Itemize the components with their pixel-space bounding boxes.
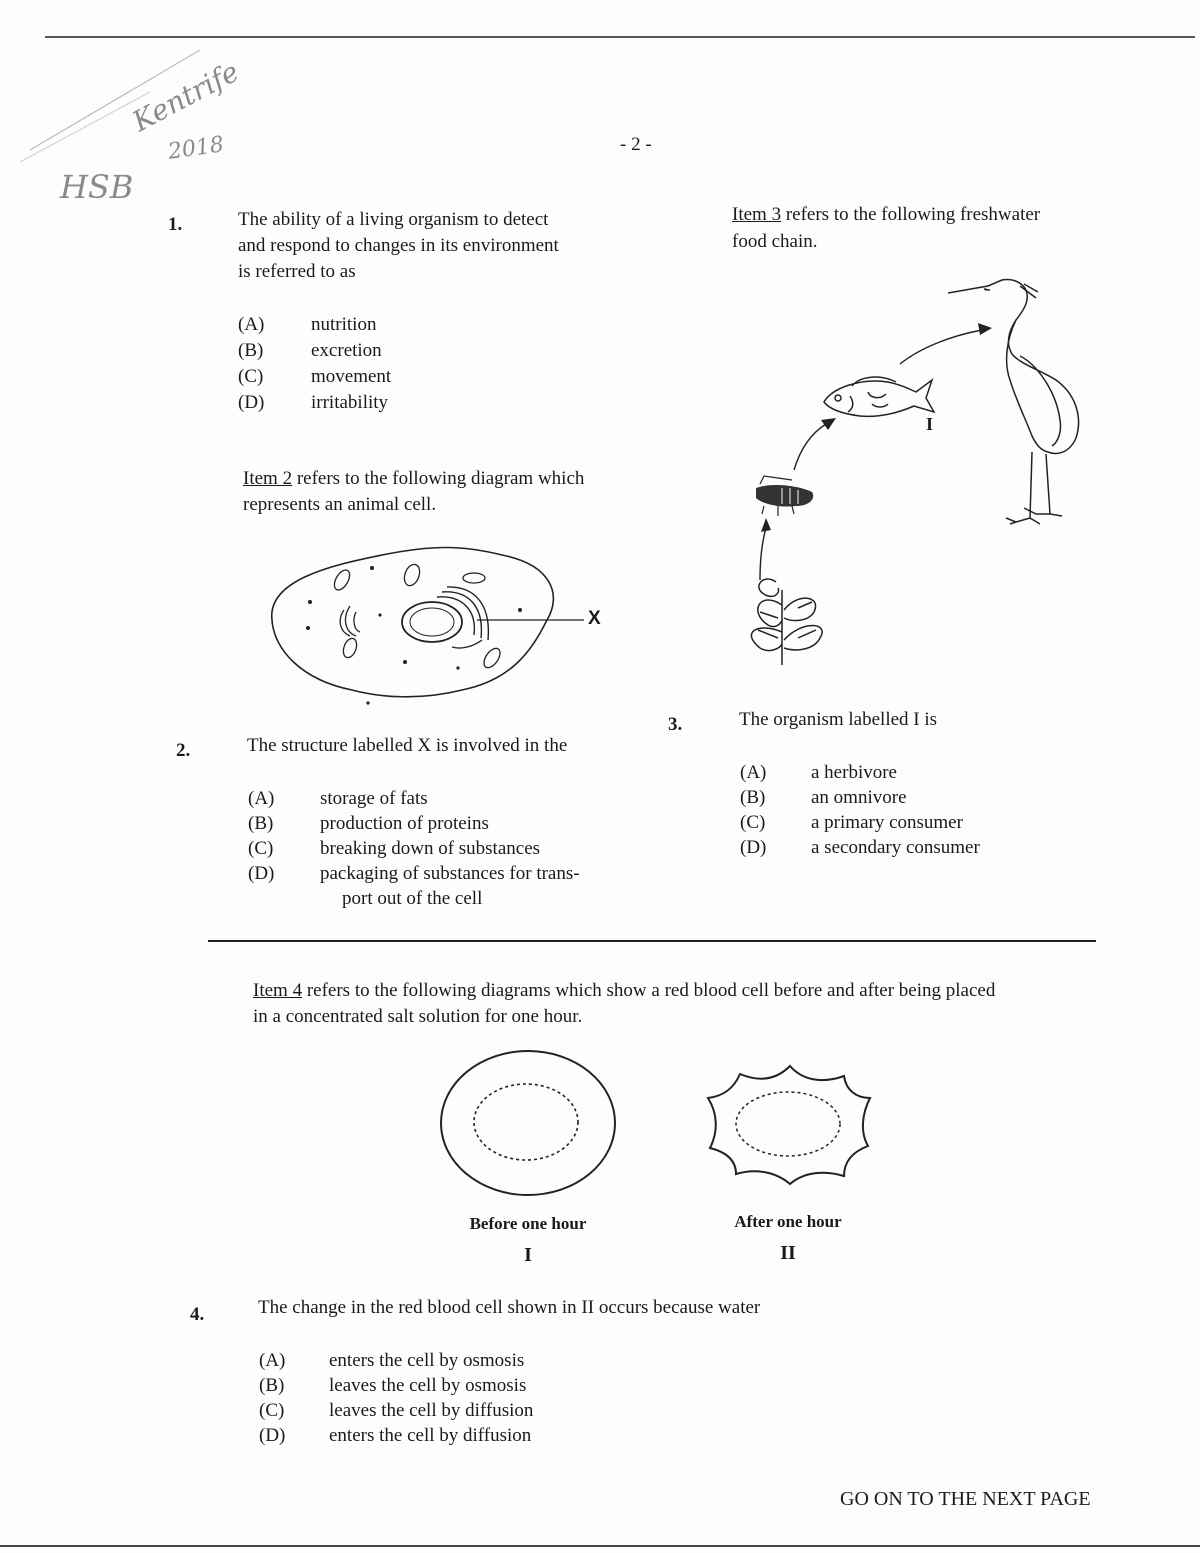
option-text: breaking down of substances — [320, 838, 541, 859]
item4-intro — [253, 978, 995, 1004]
fish-icon — [824, 377, 934, 416]
q4-number: 4. — [190, 1304, 205, 1325]
option-text: irritability — [311, 392, 389, 413]
option-letter: (D) — [259, 1425, 286, 1446]
q1-stem-line2: and respond to changes in its environment — [238, 235, 559, 256]
caption-after: After one hour — [734, 1212, 842, 1231]
q1-stem-line3: is referred to as — [238, 261, 356, 282]
option-letter: (D) — [248, 863, 275, 884]
q1-stem-line1: The ability of a living organism to detect — [238, 209, 549, 230]
option-text: leaves the cell by diffusion — [329, 1400, 534, 1421]
arrow-plant-to-insect — [760, 528, 766, 580]
section-divider — [208, 940, 1096, 942]
golgi-body — [437, 587, 488, 648]
option-letter: (D) — [740, 837, 767, 858]
option-text-continued: port out of the cell — [342, 888, 483, 909]
option-letter: (B) — [259, 1375, 285, 1396]
handwritten-name: Kentrife — [127, 54, 245, 139]
item2-ref: Item 2 — [243, 468, 293, 489]
handwritten-strokes — [0, 0, 260, 220]
item3-intro — [732, 202, 1040, 228]
red-blood-cell-after — [704, 1060, 874, 1190]
roman-before: I — [524, 1244, 532, 1266]
caption-before: Before one hour — [469, 1214, 587, 1233]
item3-ref: Item 3 — [732, 204, 782, 225]
red-blood-cell-before — [438, 1048, 618, 1198]
option-text: an omnivore — [811, 787, 907, 808]
option-letter: (B) — [740, 787, 766, 808]
q2-stem: The structure labelled X is involved in the — [247, 735, 568, 756]
item2-intro-rest: refers to the following diagram which — [292, 468, 585, 489]
arrow-insect-to-fish — [794, 424, 826, 470]
item3-intro-line2: food chain. — [732, 231, 818, 252]
arrow-fish-to-heron — [900, 330, 982, 364]
bottom-scan-line — [0, 1545, 1200, 1547]
footer-next-page: GO ON TO THE NEXT PAGE — [840, 1488, 1091, 1510]
heron-icon — [948, 279, 1079, 524]
handwritten-code: HSB — [60, 168, 134, 206]
option-letter: (B) — [248, 813, 274, 834]
item4-ref: Item 4 — [253, 980, 303, 1001]
option-text: a secondary consumer — [811, 837, 980, 858]
option-letter: (C) — [740, 812, 766, 833]
option-letter: (B) — [238, 340, 264, 361]
option-text: packaging of substances for trans- — [320, 863, 580, 884]
option-text: storage of fats — [320, 788, 428, 809]
centrioles — [340, 606, 360, 636]
option-text: nutrition — [311, 314, 377, 335]
option-letter: (C) — [248, 838, 274, 859]
option-letter: (A) — [238, 314, 265, 335]
option-letter: (A) — [740, 762, 767, 783]
food-chain-diagram — [720, 260, 1120, 680]
option-text: enters the cell by diffusion — [329, 1425, 532, 1446]
option-letter: (A) — [248, 788, 275, 809]
insect-icon — [756, 476, 813, 516]
item4-intro-rest: refers to the following diagrams which show a red blood cell before and after being placed — [302, 980, 996, 1001]
item2-intro-line2: represents an animal cell. — [243, 494, 437, 515]
label-x: X — [588, 608, 601, 629]
option-text: enters the cell by osmosis — [329, 1350, 525, 1371]
option-text: a primary consumer — [811, 812, 963, 833]
handwritten-year: 2018 — [166, 132, 226, 165]
option-text: leaves the cell by osmosis — [329, 1375, 527, 1396]
item4-intro-line2: in a concentrated salt solution for one hour. — [253, 1006, 583, 1027]
item2-intro — [243, 466, 584, 492]
cytoplasm-granules — [306, 566, 522, 705]
option-text: production of proteins — [320, 813, 489, 834]
q1-number: 1. — [168, 214, 183, 235]
roman-after: II — [780, 1242, 796, 1264]
label-i: I — [926, 414, 934, 434]
option-letter: (D) — [238, 392, 265, 413]
q4-stem: The change in the red blood cell shown in II occurs because water — [258, 1297, 761, 1318]
animal-cell-diagram — [262, 540, 622, 710]
q3-number: 3. — [668, 714, 683, 735]
option-letter: (A) — [259, 1350, 286, 1371]
q3-stem: The organism labelled I is — [739, 709, 938, 730]
plant-icon — [751, 579, 822, 665]
option-text: movement — [311, 366, 392, 387]
q2-number: 2. — [176, 740, 191, 761]
option-letter: (C) — [238, 366, 264, 387]
cell-membrane — [272, 548, 554, 697]
option-letter: (C) — [259, 1400, 285, 1421]
option-text: excretion — [311, 340, 382, 361]
page-number: - 2 - — [620, 134, 652, 155]
mitochondria — [331, 562, 503, 670]
option-text: a herbivore — [811, 762, 897, 783]
item3-intro-rest: refers to the following freshwater — [781, 204, 1041, 225]
